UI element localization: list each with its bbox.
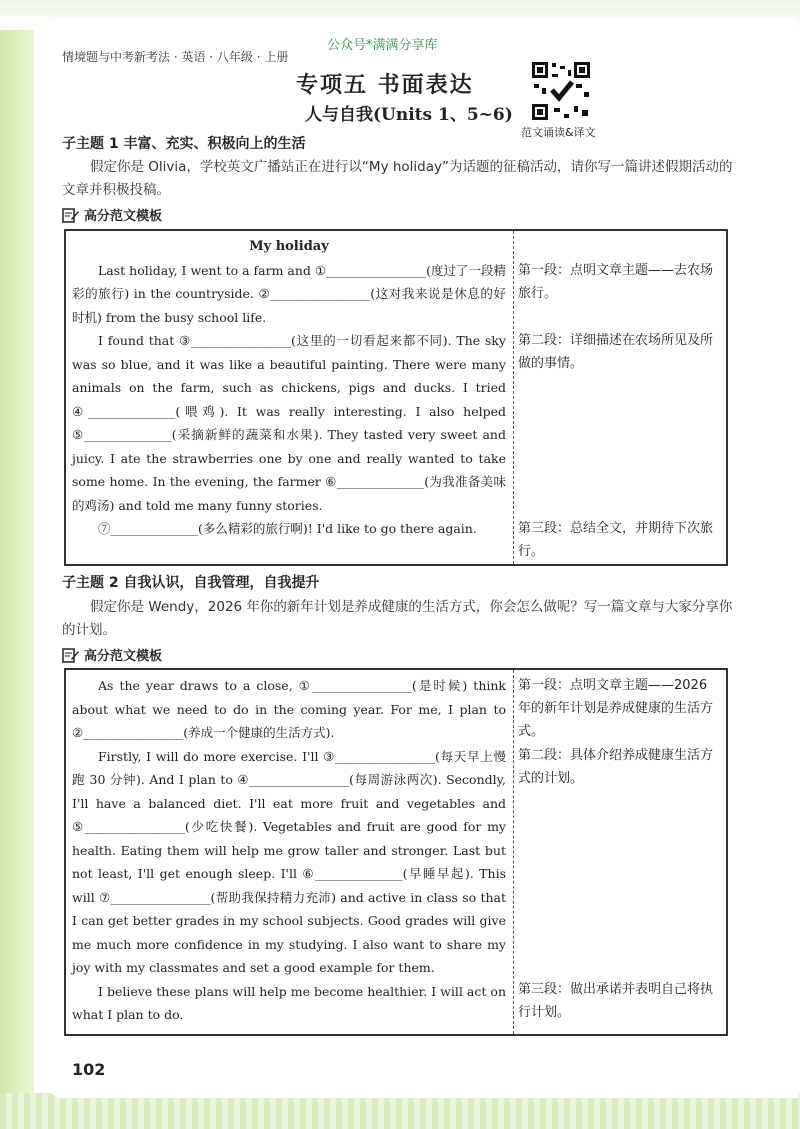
topic2-prompt: 假定你是 Wendy，2026 年你的新年计划是养成健康的生活方式，你会怎么做呢？写一篇文章与大家分享你的计划。 xyxy=(62,599,733,638)
topic2-template-box xyxy=(64,668,728,1036)
topic2-note-2: 第二段：具体介绍养成健康生活方式的计划。 xyxy=(518,748,714,786)
template-label-text: 高分范文模板 xyxy=(84,209,163,224)
essay-paragraph-2: I found that ③________________(这里的一切看起来都不同). The sky was so blue, and it was like a beautiful painting. There were many animals on the farm, such as chickens, pigs and ducks. I tried ④______________(喂鸡). It was really interesting. I also helped ⑤______________(采摘新鲜的蔬菜和水果). They tasted very sweet and juicy. I ate the strawberries one by one and really wanted to take some home. In the evening, the farmer ⑥______________(为我准备美味的鸡汤) and told me many funny stories. xyxy=(72,333,506,513)
template-label-text: 高分范文模板 xyxy=(84,649,163,664)
topic1-template-label xyxy=(62,205,162,224)
edit-note-icon xyxy=(62,207,80,223)
column-divider xyxy=(513,231,514,564)
topic2-essay xyxy=(72,674,506,1027)
topic1-template-box xyxy=(64,229,728,566)
section-subtitle: 人与自我(Units 1、5~6) xyxy=(305,105,513,125)
decorative-green-edge xyxy=(0,0,34,1129)
section-title: 专项五 书面表达 xyxy=(296,73,474,98)
page-number: 102 xyxy=(72,1060,106,1079)
topic1-note-3: 第三段：总结全文，并期待下次旅行。 xyxy=(518,521,714,559)
essay-paragraph-1: Last holiday, I went to a farm and ①________________(度过了一段精彩的旅行) in the countryside. ②________________(这对我来说是休息的好时机) from the busy school life. xyxy=(72,262,506,325)
topic2-template-label xyxy=(62,645,162,664)
topic2-note-3: 第三段：做出承诺并表明自己将执行计划。 xyxy=(518,982,714,1020)
essay-paragraph-2: Firstly, I will do more exercise. I'll ③________________(每天早上慢跑 30 分钟). And I plan to ④________________(每周游泳两次). Secondly, I'll have a balanced diet. I'll eat more fruit and vegetables and ⑤________________(少吃快餐). Vegetables and fruit are good for my health. Eating them will help me grow taller and stronger. Last but not least, I'll get enough sleep. I'll ⑥______________(早睡早起). This will ⑦________________(帮助我保持精力充沛) and active in class so that I can get better grades in my school subjects. Good grades will give me much more confidence in my studying. I also want to share my joy with my classmates and set a good example for them. xyxy=(72,748,506,975)
topic2-note-1: 第一段：点明文章主题——2026年的新年计划是养成健康的生活方式。 xyxy=(518,678,714,739)
topic1-note-1: 第一段：点明文章主题——去农场旅行。 xyxy=(518,263,714,301)
essay-paragraph-3: ⑦______________(多么精彩的旅行啊)! I'd like to go there again. xyxy=(98,521,477,536)
qr-code-icon[interactable] xyxy=(530,60,592,122)
edit-note-icon xyxy=(62,647,80,663)
topic1-heading: 子主题 1 丰富、充实、积极向上的生活 xyxy=(62,136,306,152)
topic2-heading: 子主题 2 自我认识，自我管理，自我提升 xyxy=(62,575,320,591)
essay-paragraph-1: As the year draws to a close, ①________________(是时候) think about what we need to do in the coming year. For me, I plan to ②________________(养成一个健康的生活方式). xyxy=(72,678,506,740)
qr-caption: 范文诵读&译文 xyxy=(521,126,596,139)
decorative-green-bottom xyxy=(0,1093,800,1129)
topic1-prompt: 假定你是 Olivia，学校英文广播站正在进行以“My holiday”为话题的征稿活动，请你写一篇讲述假期活动的文章并积极投稿。 xyxy=(62,159,733,198)
watermark: 公众号*满满分享库 xyxy=(327,38,438,53)
book-title: 情境题与中考新考法 · 英语 · 八年级 · 上册 xyxy=(62,50,289,64)
topic1-note-2: 第二段：详细描述在农场所见及所做的事情。 xyxy=(518,333,714,371)
essay-title: My holiday xyxy=(249,239,329,254)
column-divider xyxy=(513,670,514,1034)
topic1-essay xyxy=(72,235,506,541)
essay-paragraph-3: I believe these plans will help me become healthier. I will act on what I plan to do. xyxy=(72,983,506,1022)
